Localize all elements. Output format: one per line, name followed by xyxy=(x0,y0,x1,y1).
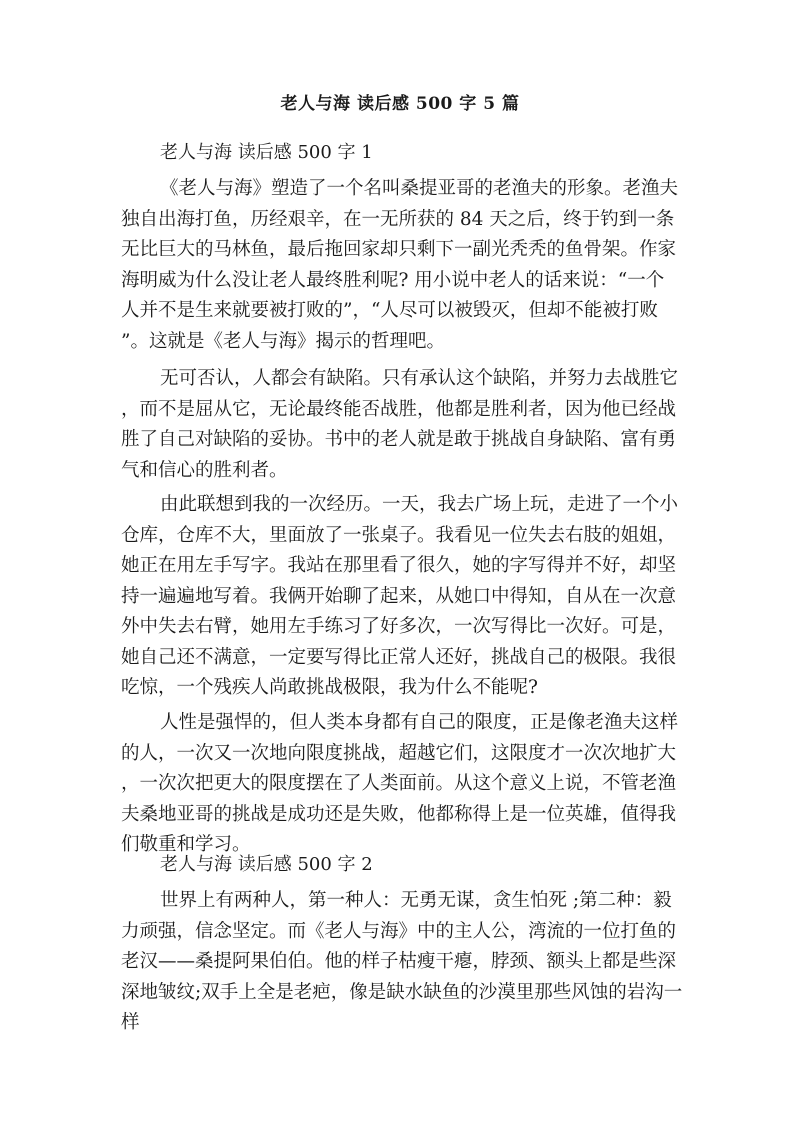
text-line: 人性是强悍的，但人类本身都有自己的限度，正是像老渔夫这样 xyxy=(160,712,679,733)
text-line: 样 xyxy=(121,1012,140,1033)
paragraph-2-1 xyxy=(121,886,681,1039)
section-heading-2: 老人与海 读后感 500 字 2 xyxy=(160,854,373,875)
text-line: 吃惊，一个残疾人尚敢挑战极限，我为什么不能呢? xyxy=(121,677,538,698)
document-title: 老人与海 读后感 500 字 5 篇 xyxy=(280,94,520,114)
paragraph-1-4 xyxy=(121,708,681,861)
text-line: 深地皱纹;双手上全是老疤，像是缺水缺鱼的沙漠里那些风蚀的岩沟一 xyxy=(121,981,683,1003)
text-line: 气和信心的胜利者。 xyxy=(121,459,288,481)
text-line: 胜了自己对缺陷的妥协。书中的老人就是敢于挑战自身缺陷、富有勇 xyxy=(121,429,677,450)
section-heading-1: 老人与海 读后感 500 字 1 xyxy=(160,142,373,163)
text-line: 人并不是生来就要被打败的”，“人尽可以被毁灭，但却不能被打败 xyxy=(121,300,658,321)
text-line: 她自己还不满意，一定要写得比正常人还好，挑战自己的极限。我很 xyxy=(121,646,677,668)
text-line: 夫桑地亚哥的挑战是成功还是失败，他都称得上是一位英雄，值得我 xyxy=(121,803,677,825)
text-line: 无比巨大的马林鱼，最后拖回家却只剩下一副光秃秃的鱼骨架。作家 xyxy=(121,239,677,260)
text-line: 外中失去右臂，她用左手练习了好多次，一次写得比一次好。可是， xyxy=(121,616,677,637)
text-line: ，而不是屈从它，无论最终能否战胜，他都是胜利者，因为他已经战 xyxy=(121,398,677,420)
text-line: ”。这就是《老人与海》揭示的哲理吧。 xyxy=(121,330,445,352)
text-line: 持一遍遍地写着。我俩开始聊了起来，从她口中得知，自从在一次意 xyxy=(121,585,677,607)
text-line: 力顽强，信念坚定。而《老人与海》中的主人公，湾流的一位打鱼的 xyxy=(121,920,677,942)
text-line: 老汉——桑提阿果伯伯。他的样子枯瘦干瘪，脖颈、额头上都是些深 xyxy=(121,951,677,972)
text-line: 《老人与海》塑造了一个名叫桑提亚哥的老渔夫的形象。老渔夫 xyxy=(160,178,679,199)
paragraph-1-3 xyxy=(121,490,681,704)
text-line: 独自出海打鱼，历经艰辛，在一无所获的 84 天之后，终于钓到一条 xyxy=(121,208,675,230)
text-line: 海明威为什么没让老人最终胜利呢? 用小说中老人的话来说：“一个 xyxy=(121,269,665,291)
paragraph-1-1 xyxy=(121,174,681,357)
text-line: 的人，一次又一次地向限度挑战，超越它们，这限度才一次次地扩大 xyxy=(121,742,677,764)
text-line: 她正在用左手写字。我站在那里看了很久，她的字写得并不好，却坚 xyxy=(121,555,677,576)
text-line: 由此联想到我的一次经历。一天，我去广场上玩，走进了一个小 xyxy=(160,494,679,515)
text-line: 仓库，仓库不大，里面放了一张桌子。我看见一位失去右肢的姐姐， xyxy=(121,524,677,546)
text-line: 世界上有两种人，第一种人：无勇无谋，贪生怕死 ;第二种：毅 xyxy=(160,890,672,911)
text-line: 无可否认，人都会有缺陷。只有承认这个缺陷，并努力去战胜它 xyxy=(160,368,679,389)
text-line: ，一次次把更大的限度摆在了人类面前。从这个意义上说，不管老渔 xyxy=(121,773,677,794)
text-line: 们敬重和学习。 xyxy=(121,834,251,855)
paragraph-1-2 xyxy=(121,364,681,486)
